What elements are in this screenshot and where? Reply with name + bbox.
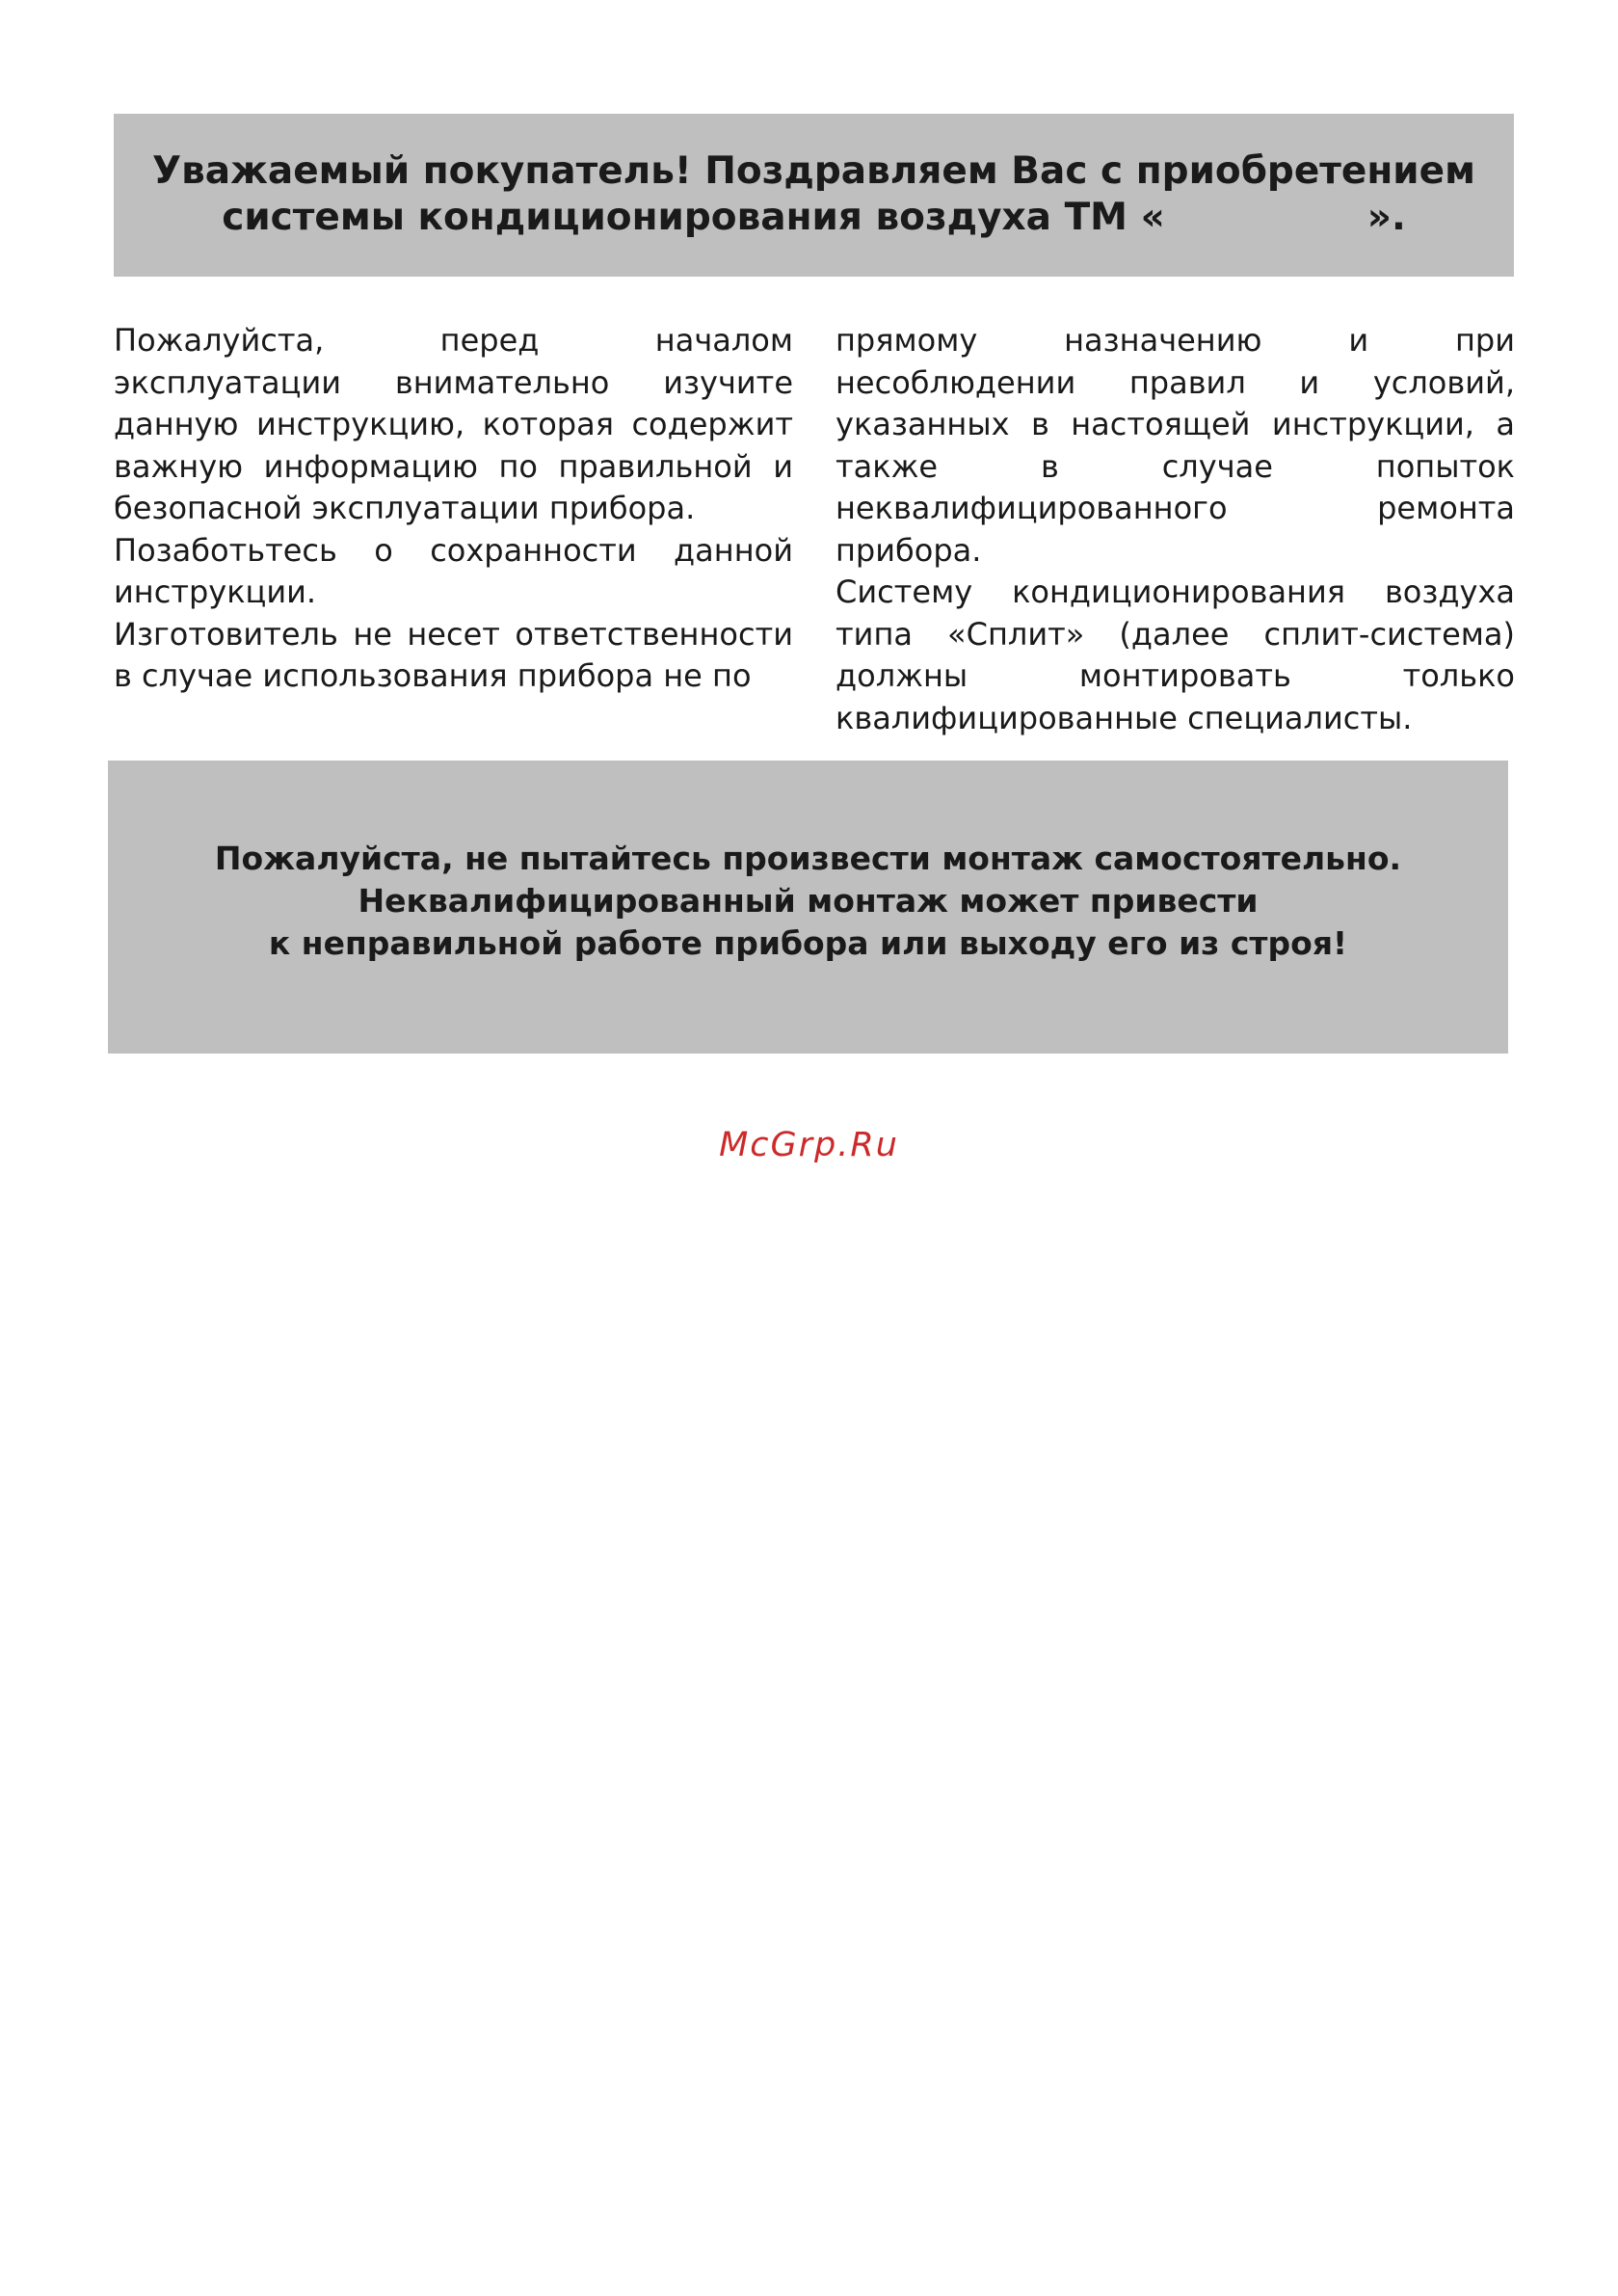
greeting-line-2-prefix: системы кондиционирования воздуха ТМ « — [222, 196, 1165, 239]
greeting-line-2 — [114, 195, 1514, 241]
left-text-column — [114, 320, 793, 698]
warning-line-2: Неквалифицированный монтаж может привести — [358, 882, 1259, 920]
right-paragraph-1: прямому назначению и при несоблюдении правил и условий, указанных в настоящей инструкции, а также в случае попыток неквалифицированного ремонта прибора. — [836, 322, 1515, 569]
left-paragraph-1: Пожалуйста, перед началом эксплуатации внимательно изучите данную инструкцию, которая содержит важную информацию по правильной и безопасной эксплуатации прибора. — [114, 322, 793, 526]
greeting-line-1: Уважаемый покупатель! Поздравляем Вас с приобретением — [152, 149, 1475, 193]
right-text-column — [836, 320, 1515, 739]
warning-line-1: Пожалуйста, не пытайтесь произвести монтаж самостоятельно. — [214, 840, 1402, 877]
right-paragraph-2: Систему кондиционирования воздуха типа «Сплит» (далее сплит-система) должны монтировать только квалифицированные специалисты. — [836, 574, 1515, 736]
warning-line-3: к неправильной работе прибора или выходу его из строя! — [268, 924, 1348, 962]
left-paragraph-2: Позаботьтесь о сохранности данной инструкции. — [114, 531, 793, 610]
watermark: McGrp.Ru — [719, 1126, 899, 1164]
greeting-line-2-suffix: ». — [1366, 196, 1406, 239]
greeting-banner — [114, 114, 1514, 277]
warning-banner — [108, 761, 1508, 1054]
left-paragraph-3: Изготовитель не несет ответственности в случае использования прибора не по — [114, 615, 793, 694]
